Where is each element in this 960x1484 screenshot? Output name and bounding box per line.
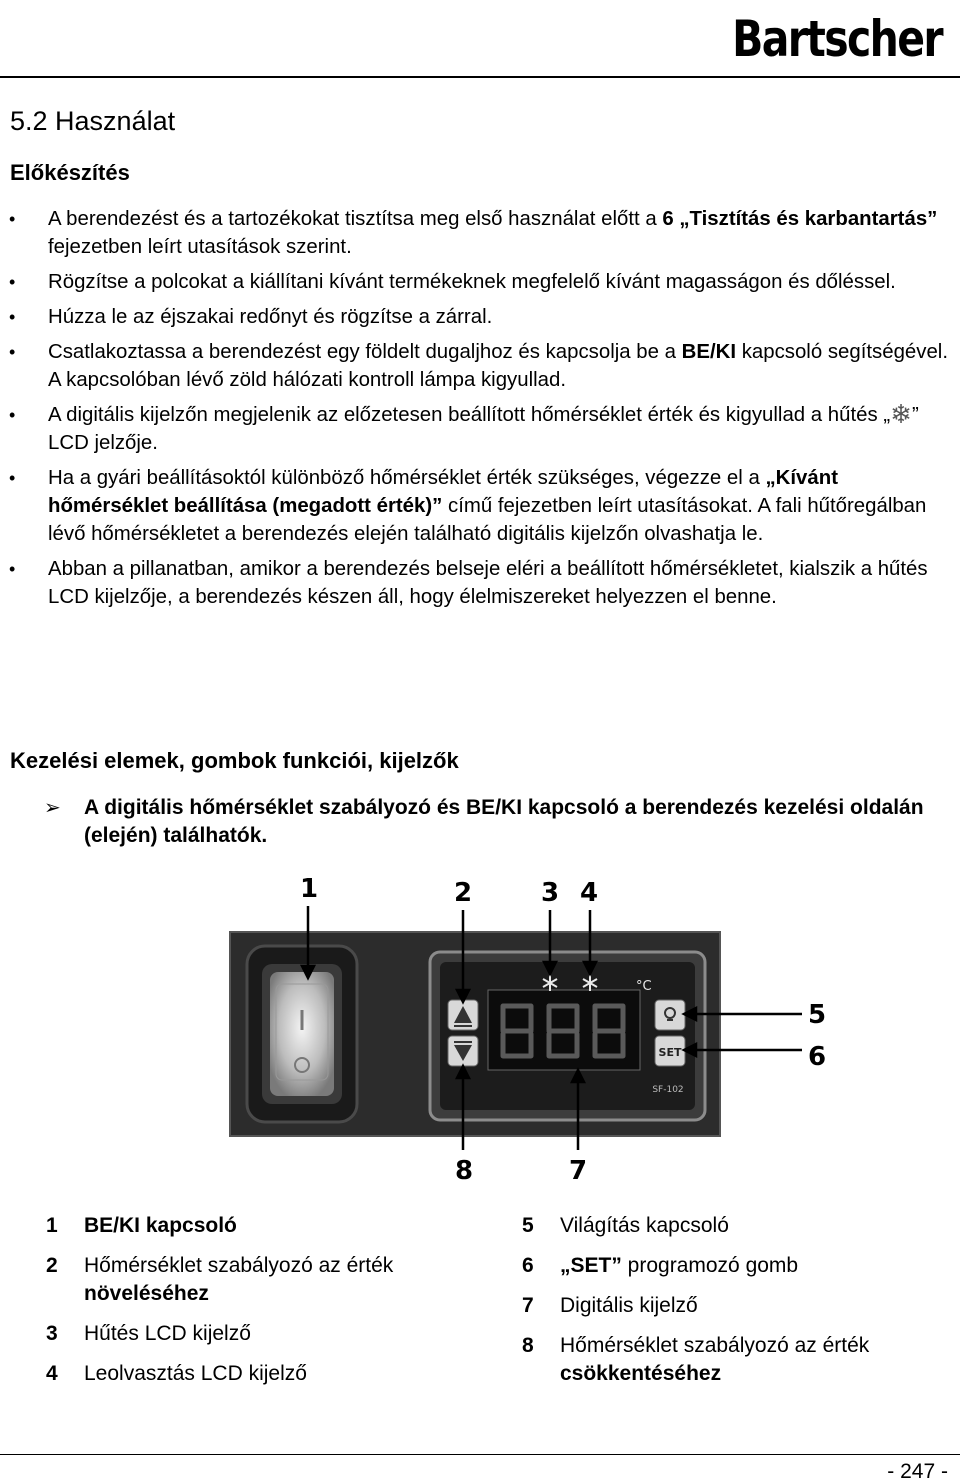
callout-7: 7: [569, 1156, 588, 1186]
page-number: - 247 -: [887, 1460, 948, 1483]
legend-item-7: [522, 1292, 942, 1320]
legend-number: 7: [522, 1294, 534, 1317]
list-item: • Csatlakoztassa a berendezést egy földelt dugaljhoz és kapcsolja be a BE/KI kapcsoló segítségével. A kapcsolóban lévő zöld hálózati kontroll lámpa kigyullad.: [0, 338, 960, 394]
callout-4: 4: [580, 878, 599, 908]
bullet-icon: •: [9, 468, 16, 488]
legend-text: BE/KI kapcsoló: [84, 1214, 237, 1237]
unit-label: °C: [636, 979, 652, 994]
legend-text: Hőmérséklet szabályozó az érték növeléséhez: [84, 1254, 394, 1305]
callout-2: 2: [454, 878, 473, 908]
legend-number: 3: [46, 1322, 58, 1345]
list-item: • Húzza le az éjszakai redőnyt és rögzítse a zárral.: [0, 303, 960, 331]
legend-text: Hűtés LCD kijelző: [84, 1322, 251, 1345]
legend-number: 1: [46, 1214, 58, 1237]
legend-text: Hőmérséklet szabályozó az érték csökkentéséhez: [560, 1334, 870, 1385]
legend-text: Világítás kapcsoló: [560, 1214, 729, 1237]
legend-number: 6: [522, 1254, 534, 1277]
legend-item-3: [46, 1320, 466, 1348]
bullet-icon: •: [9, 405, 16, 425]
legend-number: 5: [522, 1214, 534, 1237]
legend-left-column: [46, 1212, 466, 1400]
legend-item-5: [522, 1212, 942, 1240]
callout-8: 8: [455, 1156, 474, 1186]
controls-location-note: [0, 794, 940, 850]
list-item: • Abban a pillanatban, amikor a berendezés belseje eléri a beállított hőmérsékletet, kialszik a hűtés LCD kijelzője, a berendezés készen áll, hogy élelmiszereket helyezzen el benne.: [0, 555, 960, 611]
list-item: • A digitális kijelzőn megjelenik az előzetesen beállított hőmérséklet érték és kigyullad a hűtés „❄” LCD jelzője.: [9, 399, 919, 454]
callout-1: 1: [300, 874, 319, 904]
preparation-list: [0, 205, 960, 618]
legend-item-2: [46, 1252, 466, 1308]
legend-text: Leolvasztás LCD kijelző: [84, 1362, 307, 1385]
footer-rule: [0, 1454, 960, 1455]
svg-text:SET: SET: [658, 1046, 682, 1059]
legend-number: 8: [522, 1334, 534, 1357]
list-item: • A berendezést és a tartozékokat tisztítsa meg első használat előtt a 6 „Tisztítás és karbantartás” fejezetben leírt utasítások szerint.: [0, 205, 960, 261]
legend-number: 2: [46, 1254, 58, 1277]
bullet-icon: •: [9, 209, 16, 229]
control-panel-figure: [0, 860, 960, 1200]
light-button: [655, 1000, 685, 1030]
legend-number: 4: [46, 1362, 58, 1385]
bullet-icon: •: [9, 272, 16, 292]
list-item: • Rögzítse a polcokat a kiállítani kívánt termékeknek megfelelő kívánt magasságon és dőléssel.: [0, 268, 960, 296]
snowflake-icon: ❄: [890, 399, 912, 429]
bullet-icon: •: [9, 342, 16, 362]
bullet-icon: •: [9, 559, 16, 579]
control-panel-photo: [0, 860, 960, 1200]
model-label: SF-102: [652, 1085, 684, 1095]
callout-3: 3: [541, 878, 560, 908]
legend-item-4: [46, 1360, 466, 1388]
callout-5: 5: [808, 1000, 827, 1030]
arrow-bullet-icon: ➢: [44, 797, 61, 819]
bullet-icon: •: [9, 307, 16, 327]
legend-text: Digitális kijelző: [560, 1294, 698, 1317]
header-rule: [0, 76, 960, 78]
legend-item-1: [46, 1212, 466, 1240]
legend-item-8: [522, 1332, 942, 1388]
brand-logo: Bartscher: [732, 10, 942, 68]
legend-item-6: [522, 1252, 942, 1280]
list-item: • Ha a gyári beállításoktól különböző hőmérséklet érték szükséges, végezze el a „Kívánt hőmérséklet beállítása (megadott érték)” című fejezetben leírt utasításokat. A fali hűtőregálban lévő hőmérsékletet a berendezés elején található digitális kijelzőn olvashatja le.: [0, 464, 960, 548]
section-title: 5.2 Használat: [10, 106, 176, 136]
controls-heading: Kezelési elemek, gombok funkciói, kijelzők: [10, 748, 459, 773]
legend-right-column: [522, 1212, 942, 1400]
callout-6: 6: [808, 1042, 827, 1072]
power-switch-icon: [270, 972, 334, 1096]
preparation-heading: Előkészítés: [10, 160, 130, 185]
controls-location-text: A digitális hőmérséklet szabályozó és BE/KI kapcsoló a berendezés kezelési oldalán (elején) találhatók.: [84, 796, 924, 847]
legend-text: „SET” programozó gomb: [560, 1254, 799, 1277]
